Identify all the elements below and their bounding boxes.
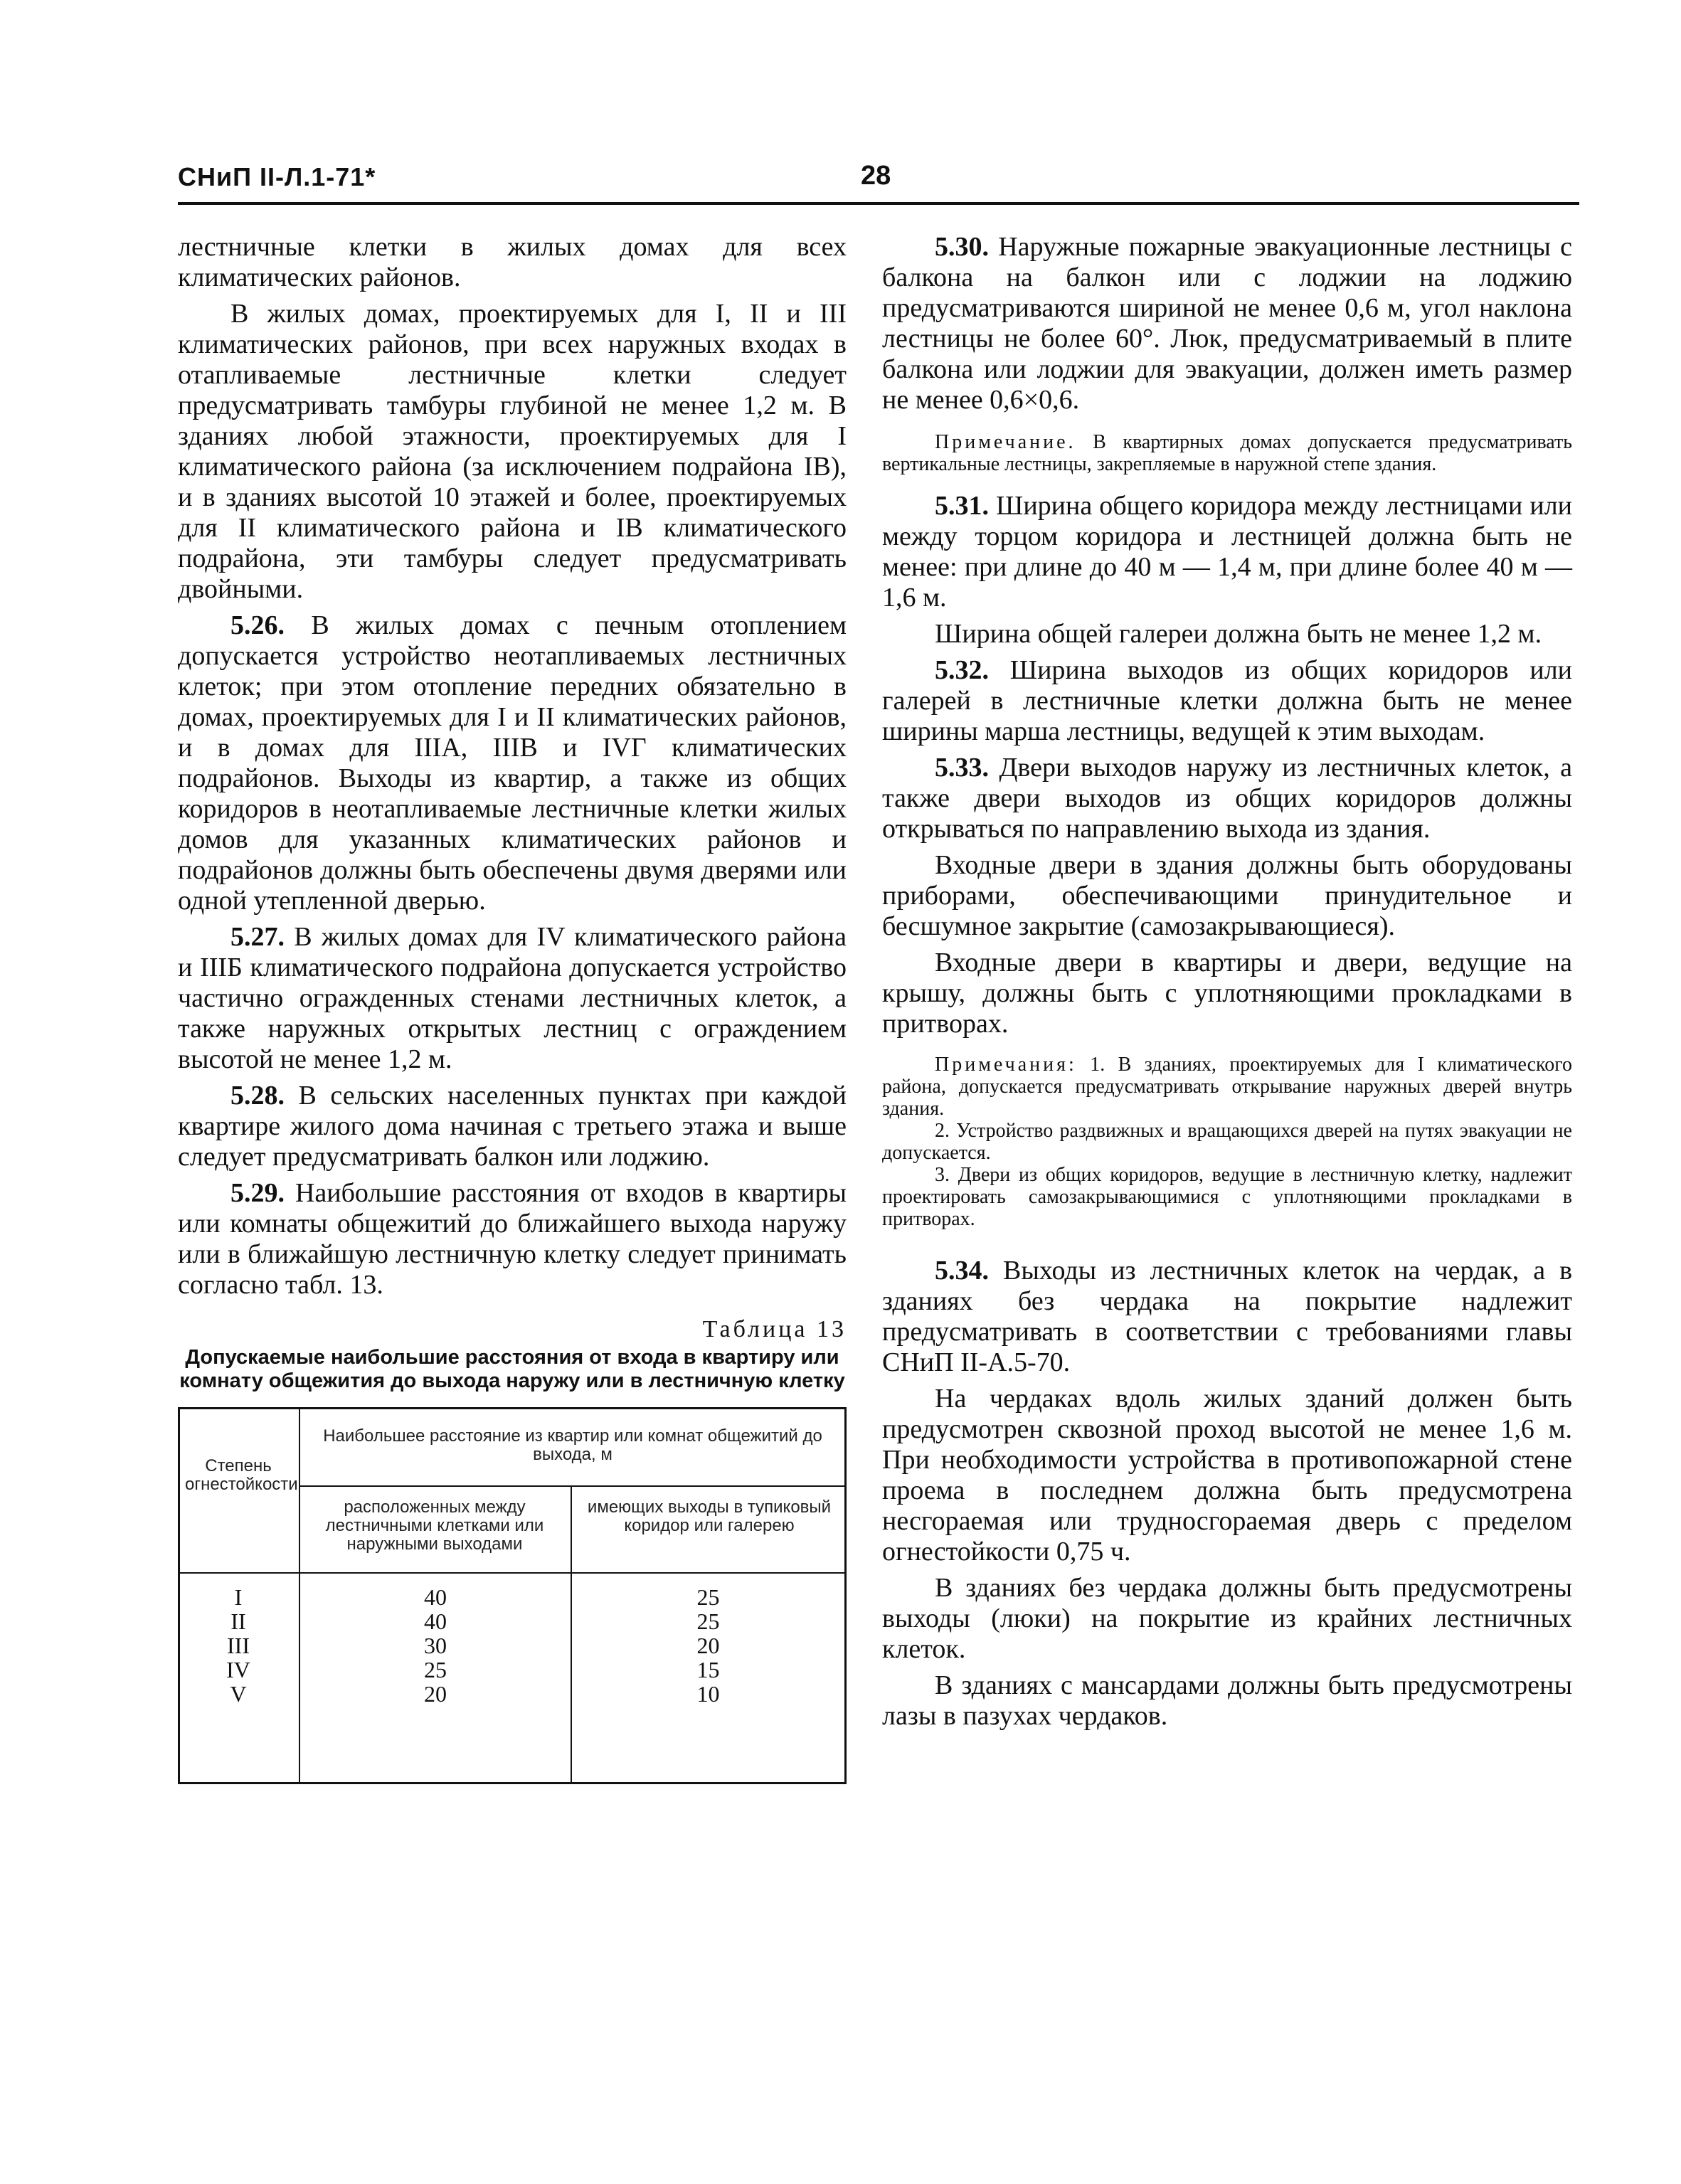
table-cell: 40 — [424, 1584, 447, 1610]
note-text: 1. В зданиях, проектируемых для I климатического района, допускается предусматривать открывание наружных дверей внутрь здания. — [882, 1054, 1573, 1120]
note-5-33-3: 3. Двери из общих коридоров, ведущие в лестничную клетку, надлежит проектировать самозакрывающимися с уплотняющими прокладками в притворах. — [882, 1164, 1572, 1230]
clause-text: Ширина общего коридора между лестницами или между торцом коридора и лестницей должна быть не менее: при длине до 40 м — 1,4 м, при длине более 40 м — 1,6 м. — [882, 491, 1572, 613]
table-cell: 30 — [424, 1633, 447, 1658]
clause-number: 5.32. — [935, 655, 989, 685]
clause-5-27 — [178, 922, 847, 1075]
table-cell: I — [234, 1584, 243, 1610]
header-between-stairs: расположенных между лестничными клетками или наружными выходами — [325, 1497, 544, 1554]
clause-text: В жилых домах для IV климатического района и IIIБ климатического подрайона допускается устройство частично огражденных стенами лестничных клеток, а также наружных открытых лестниц с ограждением высотой не менее 1,2 м. — [178, 922, 847, 1074]
document-code: СНиП II-Л.1-71* — [178, 162, 376, 191]
note-5-33-2: 2. Устройство раздвижных и вращающихся дверей на путях эвакуации не допускается. — [882, 1120, 1572, 1164]
note-text: В квартирных домах допускается предусматривать вертикальные лестницы, закрепляемые в наружной степе здания. — [882, 431, 1573, 475]
table-cell: IV — [226, 1657, 250, 1682]
table-cell: 20 — [424, 1681, 447, 1707]
page-header — [178, 162, 1579, 202]
table-subheader-rule — [299, 1485, 847, 1487]
clause-number: 5.28. — [230, 1081, 285, 1110]
table-label: Таблица 13 — [702, 1316, 847, 1342]
paragraph-continuation: лестничные клетки в жилых домах для всех климатических районов. — [178, 232, 847, 292]
clause-text: Двери выходов наружу из лестничных клеток, а также двери выходов из общих коридоров должны открываться по направлению выхода из здания. — [882, 753, 1572, 844]
paragraph-roof-hatches: В зданиях без чердака должны быть предусмотрены выходы (люки) на покрытие из крайних лестничных клеток. — [882, 1573, 1572, 1664]
clause-number: 5.26. — [230, 610, 285, 640]
paragraph-vestibules: В жилых домах, проектируемых для I, II и III климатических районов, при всех наружных входах в отапливаемые лестничные клетки следует предусматривать тамбуры глубиной не менее 1,2 м. В зданиях любой этажности, проектируемых для I климатического района (за исключением подрайона IВ), и в зданиях высотой 10 этажей и более, проектируемых для II климатического района и IВ климатического подрайона, эти тамбуры следует предусматривать двойными. — [178, 299, 847, 604]
column-degree — [178, 1585, 299, 1706]
paragraph-apartment-doors: Входные двери в квартиры и двери, ведущие на крышу, должны быть с уплотняющими прокладками в притворах. — [882, 948, 1572, 1039]
clause-number: 5.34. — [935, 1256, 989, 1286]
clause-text: Наружные пожарные эвакуационные лестницы с балкона на балкон или с лоджии на лоджию предусматриваются шириной не менее 0,6 м, угол наклона лестницы не более 60°. Люк, предусматриваемый в плите балкона или лоджии для эвакуации, должен иметь размер не менее 0,6×0,6. — [882, 232, 1572, 415]
clause-text: Ширина выходов из общих коридоров или галерей в лестничные клетки должна быть не менее ширины марша лестницы, ведущей к этим выходам. — [882, 655, 1573, 746]
header-dead-end: имеющих выходы в тупиковый коридор или галерею — [587, 1497, 832, 1535]
clause-text: Выходы из лестничных клеток на чердак, а в зданиях без чердака на покрытие надлежит предусматривать в соответствии с требованиями главы СНиП II-А.5-70. — [882, 1256, 1573, 1377]
table-bottom-rule — [178, 1782, 847, 1784]
clause-number: 5.27. — [230, 922, 285, 952]
note-label: Примечание. — [935, 431, 1076, 453]
clause-text: Наибольшие расстояния от входов в квартиры или комнаты общежитий до ближайшего выхода наружу или в ближайшую лестничную клетку следует принимать согласно табл. 13. — [178, 1178, 847, 1300]
clause-5-28 — [178, 1081, 847, 1172]
clause-5-26 — [178, 610, 847, 916]
header-degree: Степень огнестойкости — [185, 1456, 298, 1494]
clause-5-31 — [882, 491, 1572, 613]
table-cell: 10 — [696, 1681, 720, 1707]
clause-5-33 — [882, 753, 1572, 844]
clause-text: В сельских населенных пунктах при каждой квартире жилого дома начиная с третьего этажа и выше следует предусматривать балкон или лоджию. — [178, 1081, 847, 1172]
clause-number: 5.29. — [230, 1178, 285, 1208]
left-column — [178, 232, 847, 1784]
column-dead-end — [572, 1585, 844, 1706]
header-max-distance: Наибольшее расстояние из квартир или комнат общежитий до выхода, м — [323, 1426, 822, 1464]
table-cell: III — [227, 1633, 250, 1658]
clause-text: В жилых домах с печным отоплением допускается устройство неотапливаемых лестничных клеток; при этом отопление передних обязательно в домах, проектируемых для I и II климатических районов, и в домах для IIIА, IIIВ и IVГ климатических подрайонов. Выходы из квартир, а также из общих коридоров в неотапливаемые лестничные клетки жилых домов для указанных климатических районов и подрайонов должны быть обеспечены двумя дверями или одной утепленной дверью. — [178, 610, 847, 916]
note-5-30 — [882, 431, 1572, 475]
clause-number: 5.33. — [935, 753, 989, 783]
paragraph-gallery-width: Ширина общей галереи должна быть не менее 1,2 м. — [935, 619, 1542, 649]
table-header-rule — [178, 1572, 847, 1574]
table-cell: II — [230, 1608, 246, 1634]
table-cell: 25 — [696, 1584, 720, 1610]
distance-table — [178, 1407, 847, 1784]
clause-5-34 — [882, 1256, 1572, 1378]
clause-5-32 — [882, 655, 1572, 747]
table-cell: 25 — [696, 1608, 720, 1634]
header-rule — [178, 202, 1579, 205]
right-column — [882, 232, 1572, 1732]
table-title: Допускаемые наибольшие расстояния от входа в квартиру или комнату общежития до выхода наружу или в лестничную клетку — [179, 1346, 845, 1392]
page-number: 28 — [861, 161, 891, 191]
table-cell: 15 — [696, 1657, 720, 1682]
paragraph-mansard-access: В зданиях с мансардами должны быть предусмотрены лазы в пазухах чердаков. — [882, 1670, 1572, 1731]
table-cell: V — [230, 1681, 247, 1707]
table-top-rule — [178, 1407, 847, 1409]
column-between-stairs — [300, 1585, 571, 1706]
table-cell: 20 — [696, 1633, 720, 1658]
note-5-33-1 — [882, 1054, 1572, 1120]
table-cell: 25 — [424, 1657, 447, 1682]
paragraph-entrance-doors: Входные двери в здания должны быть оборудованы приборами, обеспечивающими принудительное и бесшумное закрытие (самозакрывающиеся). — [882, 850, 1572, 941]
table-cell: 40 — [424, 1608, 447, 1634]
clause-5-29 — [178, 1178, 847, 1300]
notes-label: Примечания: — [935, 1054, 1077, 1076]
clause-number: 5.30. — [935, 232, 989, 262]
clause-5-30 — [882, 232, 1572, 415]
table-right-border — [844, 1407, 847, 1784]
paragraph-attic-passage: На чердаках вдоль жилых зданий должен быть предусмотрен сквозной проход высотой не менее 1,6 м. При необходимости устройства в противопожарной стене проема в последнем должна быть предусмотрена несгораемая или трудносгораемая дверь с пределом огнестойкости 0,75 ч. — [882, 1384, 1572, 1567]
clause-number: 5.31. — [935, 491, 989, 521]
